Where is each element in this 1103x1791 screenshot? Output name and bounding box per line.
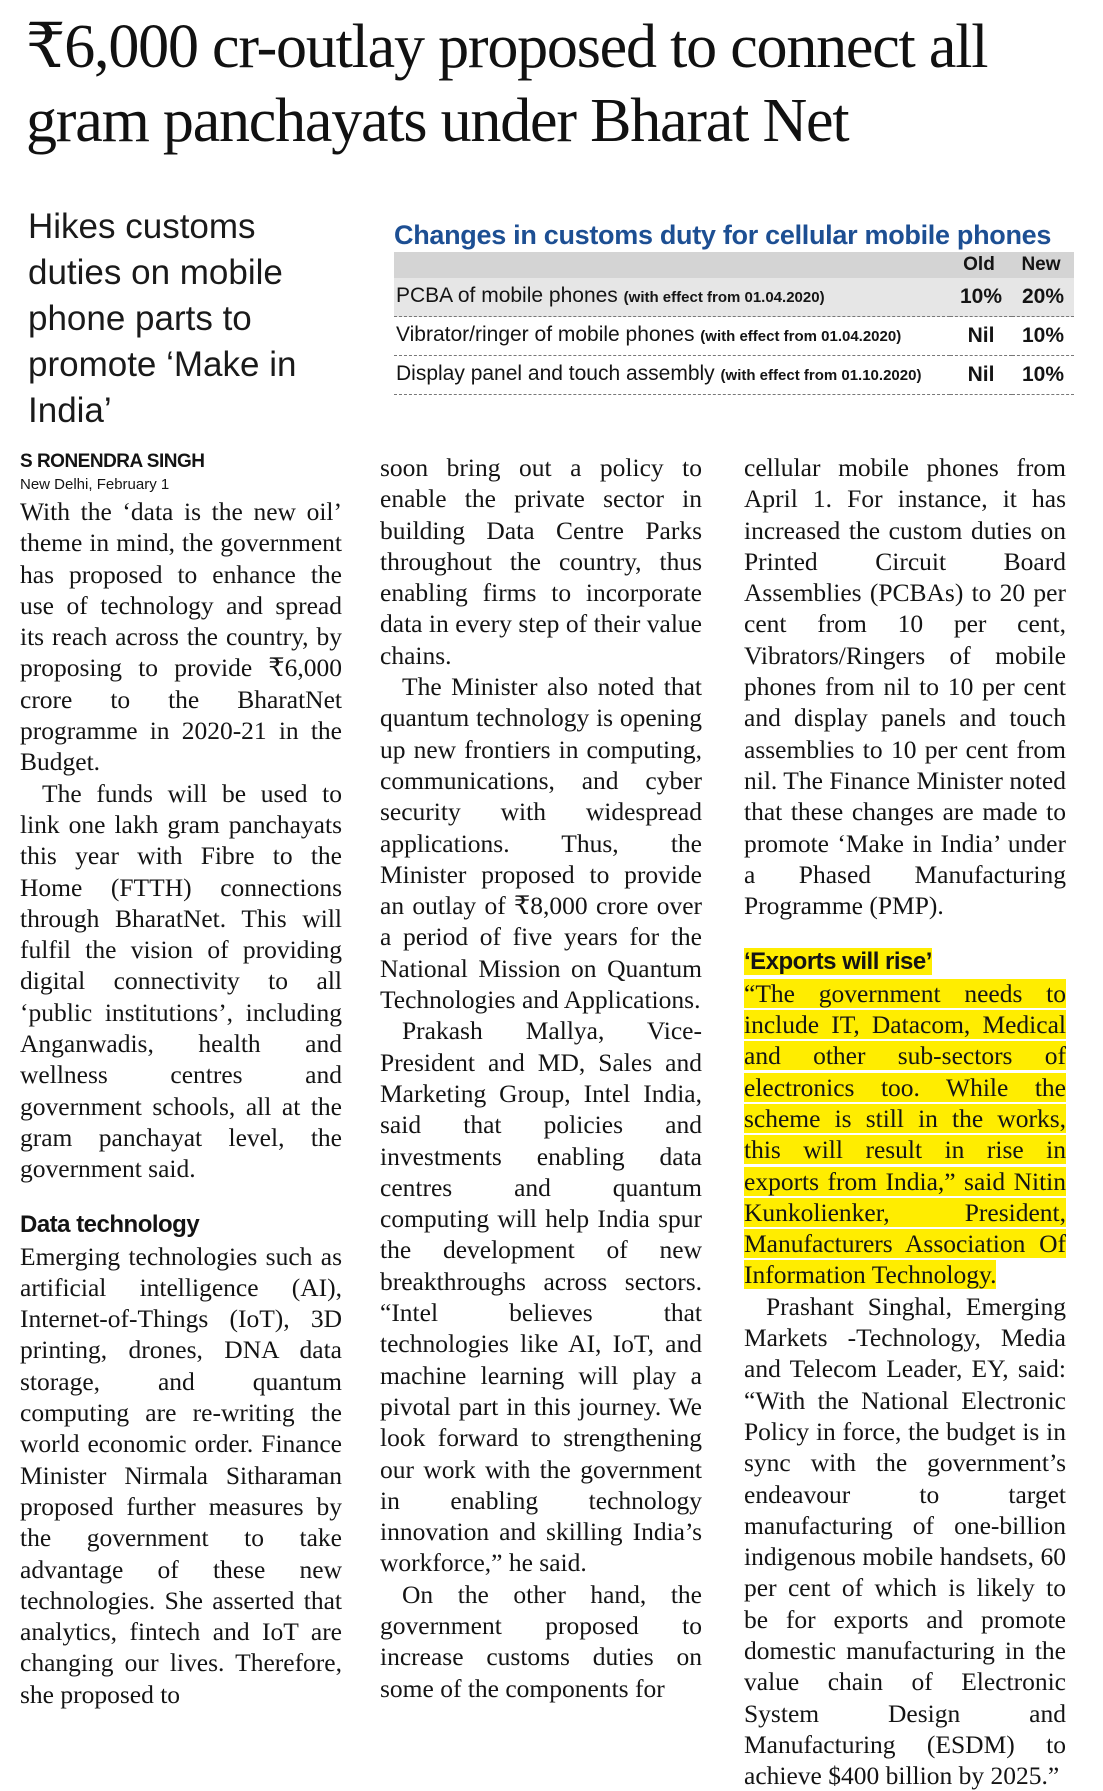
paragraph: Prashant Singhal, Emerging Markets -Technology, Media and Telecom Leader, EY, said: “With the National Electronic Policy in force, the budget is in sync with the government’s endeavour to target manufacturing of one-billion indigenous mobile handsets, 60 per cent of which is likely to be for exports and promote domestic manufacturing in the value chain of Electronic System Design and Manufacturing (ESDM) to achieve $400 billion by 2025.” (744, 1291, 1066, 1791)
table-row (394, 317, 1074, 356)
subhead-exports-will-rise-wrap (744, 945, 1066, 977)
row-new-value: 10% (1012, 356, 1074, 395)
row-item (394, 356, 950, 395)
subhead-exports-will-rise: ‘Exports will rise’ (744, 948, 932, 976)
byline: S RONENDRA SINGH (20, 451, 205, 472)
duty-table (394, 252, 1074, 395)
header-new: New (1021, 254, 1061, 275)
table-header-row (394, 252, 1074, 278)
row-old-value: Nil (950, 356, 1012, 395)
table-row (394, 356, 1074, 395)
paragraph: Emerging technologies such as artificial intelligence (AI), Internet-of-Things (IoT), 3D printing, drones, DNA data storage, and quantum computing are re-writing the world economic order. Finance Minister Nirmala Sitharaman proposed further measures by the government to take advantage of these new technologies. She asserted that analytics, fintech and IoT are changing our lives. Therefore, she proposed to (20, 1241, 342, 1709)
row-old-value: 10% (950, 278, 1012, 317)
row-new-value: 20% (1012, 278, 1074, 317)
headline: ₹6,000 cr-outlay proposed to connect all gram panchayats under Bharat Net (26, 13, 988, 155)
row-item (394, 317, 950, 356)
table-title: Changes in customs duty for cellular mobile phones (394, 220, 1052, 250)
dateline: New Delhi, February 1 (20, 476, 170, 493)
row-effect: (with effect from 01.04.2020) (700, 328, 902, 345)
header-old: Old (963, 254, 995, 275)
paragraph: With the ‘data is the new oil’ theme in mind, the government has proposed to enhance the use of technology and spread its reach across the country, by proposing to provide ₹6,000 crore to the BharatNet programme in 2020-21 in the Budget. (20, 497, 342, 777)
paragraph: On the other hand, the government proposed to increase customs duties on some of the components for (380, 1579, 702, 1703)
highlighted-quote: “The government needs to include IT, Datacom, Medical and other sub-sectors of electronics too. While the scheme is still in the works, this will result in rise in exports from India,” said Nitin Kunkolienker, President, Manufacturers Association Of Information Technology. (744, 978, 1066, 1290)
paragraph: The Minister also noted that quantum technology is opening up new frontiers in computing, communications, and cyber security with widespread applications. Thus, the Minister proposed to provide an outlay of ₹8,000 crore over a period of five years for the National Mission on Quantum Technologies and Applications. (380, 672, 702, 1015)
paragraph: The funds will be used to link one lakh gram panchayats this year with Fibre to the Home (FTTH) connections through BharatNet. This will fulfil the vision of providing digital connectivity to all ‘public institutions’, including Anganwadis, health and wellness centres and government schools, all at the gram panchayat level, the government said. (20, 778, 342, 1184)
article-column-2 (380, 452, 702, 1704)
paragraph: cellular mobile phones from April 1. For instance, it has increased the custom duties on Printed Circuit Board Assemblies (PCBAs) to 20 per cent from 10 per cent, Vibrators/Ringers of mobile phones from nil to 10 per cent and display panels and touch assemblies to 10 per cent from nil. The Finance Minister noted that these changes are made to promote ‘Make in India’ under a Phased Manufacturing Programme (PMP). (744, 453, 1066, 921)
row-effect: (with effect from 01.04.2020) (623, 289, 825, 306)
row-new-value: 10% (1012, 317, 1074, 356)
article-column-1 (20, 450, 342, 1710)
paragraph: soon bring out a policy to enable the private sector in building Data Centre Parks throughout the country, thus enabling firms to incorporate data in every step of their value chains. (380, 453, 702, 670)
paragraph: Prakash Mallya, Vice-President and MD, Sales and Marketing Group, Intel India, said that policies and investments enabling data centres and quantum computing will help India spur the development of new breakthroughs across sectors. “Intel believes that technologies like AI, IoT, and machine learning will play a pivotal part in this journey. We look forward to strengthening our work with the government in enabling technology innovation and skilling India’s workforce,” he said. (380, 1016, 702, 1578)
customs-duty-table (394, 218, 1074, 395)
article-column-3 (744, 452, 1066, 1791)
row-item-name: PCBA of mobile phones (396, 284, 618, 307)
standfirst: Hikes customs duties on mobile phone parts to promote ‘Make in India’ (28, 207, 297, 430)
row-item-name: Display panel and touch assembly (396, 362, 715, 385)
row-item-name: Vibrator/ringer of mobile phones (396, 323, 695, 346)
table-row (394, 278, 1074, 317)
row-old-value: Nil (950, 317, 1012, 356)
highlighted-paragraph (744, 978, 1066, 1291)
row-item (394, 278, 950, 317)
header-item (394, 252, 950, 278)
subhead-data-technology: Data technology (20, 1210, 200, 1238)
row-effect: (with effect from 01.10.2020) (720, 367, 922, 384)
